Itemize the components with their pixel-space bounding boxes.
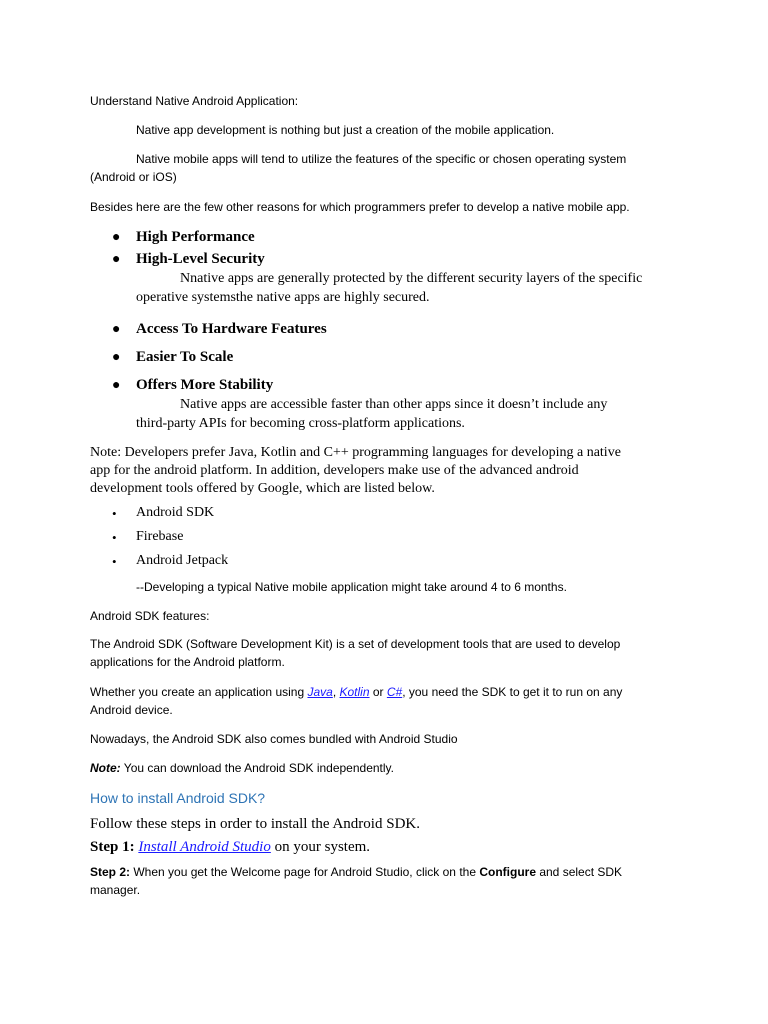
step-2 [90,863,622,881]
stability-desc-a: Native apps are accessible faster than other apps since it doesn’t include any [180,397,608,412]
sdk-whether-line-b: Android device. [90,703,173,717]
kotlin-link[interactable]: Kotlin [339,685,370,699]
configure-text: Configure [479,865,536,879]
step-2-b: manager. [90,883,141,897]
stability-desc-b: third-party APIs for becoming cross-platform applications. [136,416,465,431]
sdk-desc-b: applications for the Android platform. [90,655,285,669]
bullet-dot: ● [112,350,121,365]
step1-suffix: on your system. [270,839,371,855]
whether-suffix: , you need the SDK to get it to run on any [402,685,623,699]
whether-prefix: Whether you create an application using [90,685,308,699]
bullet-dot: ● [112,252,121,267]
bullet-dot: ● [112,322,121,337]
step2-tail: and select SDK [536,865,623,879]
sdk-whether-line [90,683,622,701]
security-desc-a: Nnative apps are generally protected by the different security layers of the specific [180,271,643,286]
step2-text: When you get the Welcome page for Android Studio, click on the [130,865,480,879]
feature-high-performance: High Performance [136,229,255,245]
security-desc-b: operative systemsthe native apps are highly secured. [136,290,430,305]
feature-more-stability: Offers More Stability [136,377,274,393]
java-link[interactable]: Java [307,685,333,699]
tool-android-jetpack: Android Jetpack [136,553,229,568]
tool-android-sdk: Android SDK [136,505,215,520]
sdk-features-title: Android SDK features: [90,609,210,623]
step2-label: Step 2: [90,865,131,879]
feature-high-level-security: High-Level Security [136,251,265,267]
note-line-a: Note: Developers prefer Java, Kotlin and C++ programming languages for developing a native [90,445,621,460]
install-follow: Follow these steps in order to install the Android SDK. [90,816,420,832]
bullet-dot: ● [112,230,121,245]
install-heading: How to install Android SDK? [90,790,266,806]
step1-label: Step 1: [90,839,135,855]
comma: , [332,685,340,699]
intro-line-1: Native app development is nothing but just a creation of the mobile application. [136,123,555,137]
sdk-note [90,759,394,777]
intro-line-2b: (Android or iOS) [90,170,177,184]
intro-title: Understand Native Android Application: [90,94,299,108]
feature-hardware-access: Access To Hardware Features [136,321,327,337]
feature-easier-to-scale: Easier To Scale [136,349,234,365]
intro-reasons: Besides here are the few other reasons for which programmers prefer to develop a native mobile app. [90,200,630,214]
sdk-bundled: Nowadays, the Android SDK also comes bundled with Android Studio [90,732,458,746]
bullet-dot: ● [112,378,121,393]
bullet-dot: • [112,530,117,545]
dev-time-note: --Developing a typical Native mobile application might take around 4 to 6 months. [136,580,567,594]
intro-line-2a: Native mobile apps will tend to utilize the features of the specific or chosen operating system [136,152,627,166]
note-label: Note: [90,761,121,775]
note-line-c: development tools offered by Google, which are listed below. [90,481,435,496]
sdk-desc-a: The Android SDK (Software Development Kit) is a set of development tools that are used to develop [90,637,621,651]
install-android-studio-link[interactable]: Install Android Studio [138,839,271,855]
or-text: or [369,685,387,699]
note-text: You can download the Android SDK independently. [120,761,394,775]
note-line-b: app for the android platform. In addition, developers make use of the advanced android [90,463,579,478]
tool-firebase: Firebase [136,529,184,544]
bullet-dot: • [112,506,117,521]
csharp-link[interactable]: C# [386,685,403,699]
step-1 [90,839,370,856]
bullet-dot: • [112,554,117,569]
